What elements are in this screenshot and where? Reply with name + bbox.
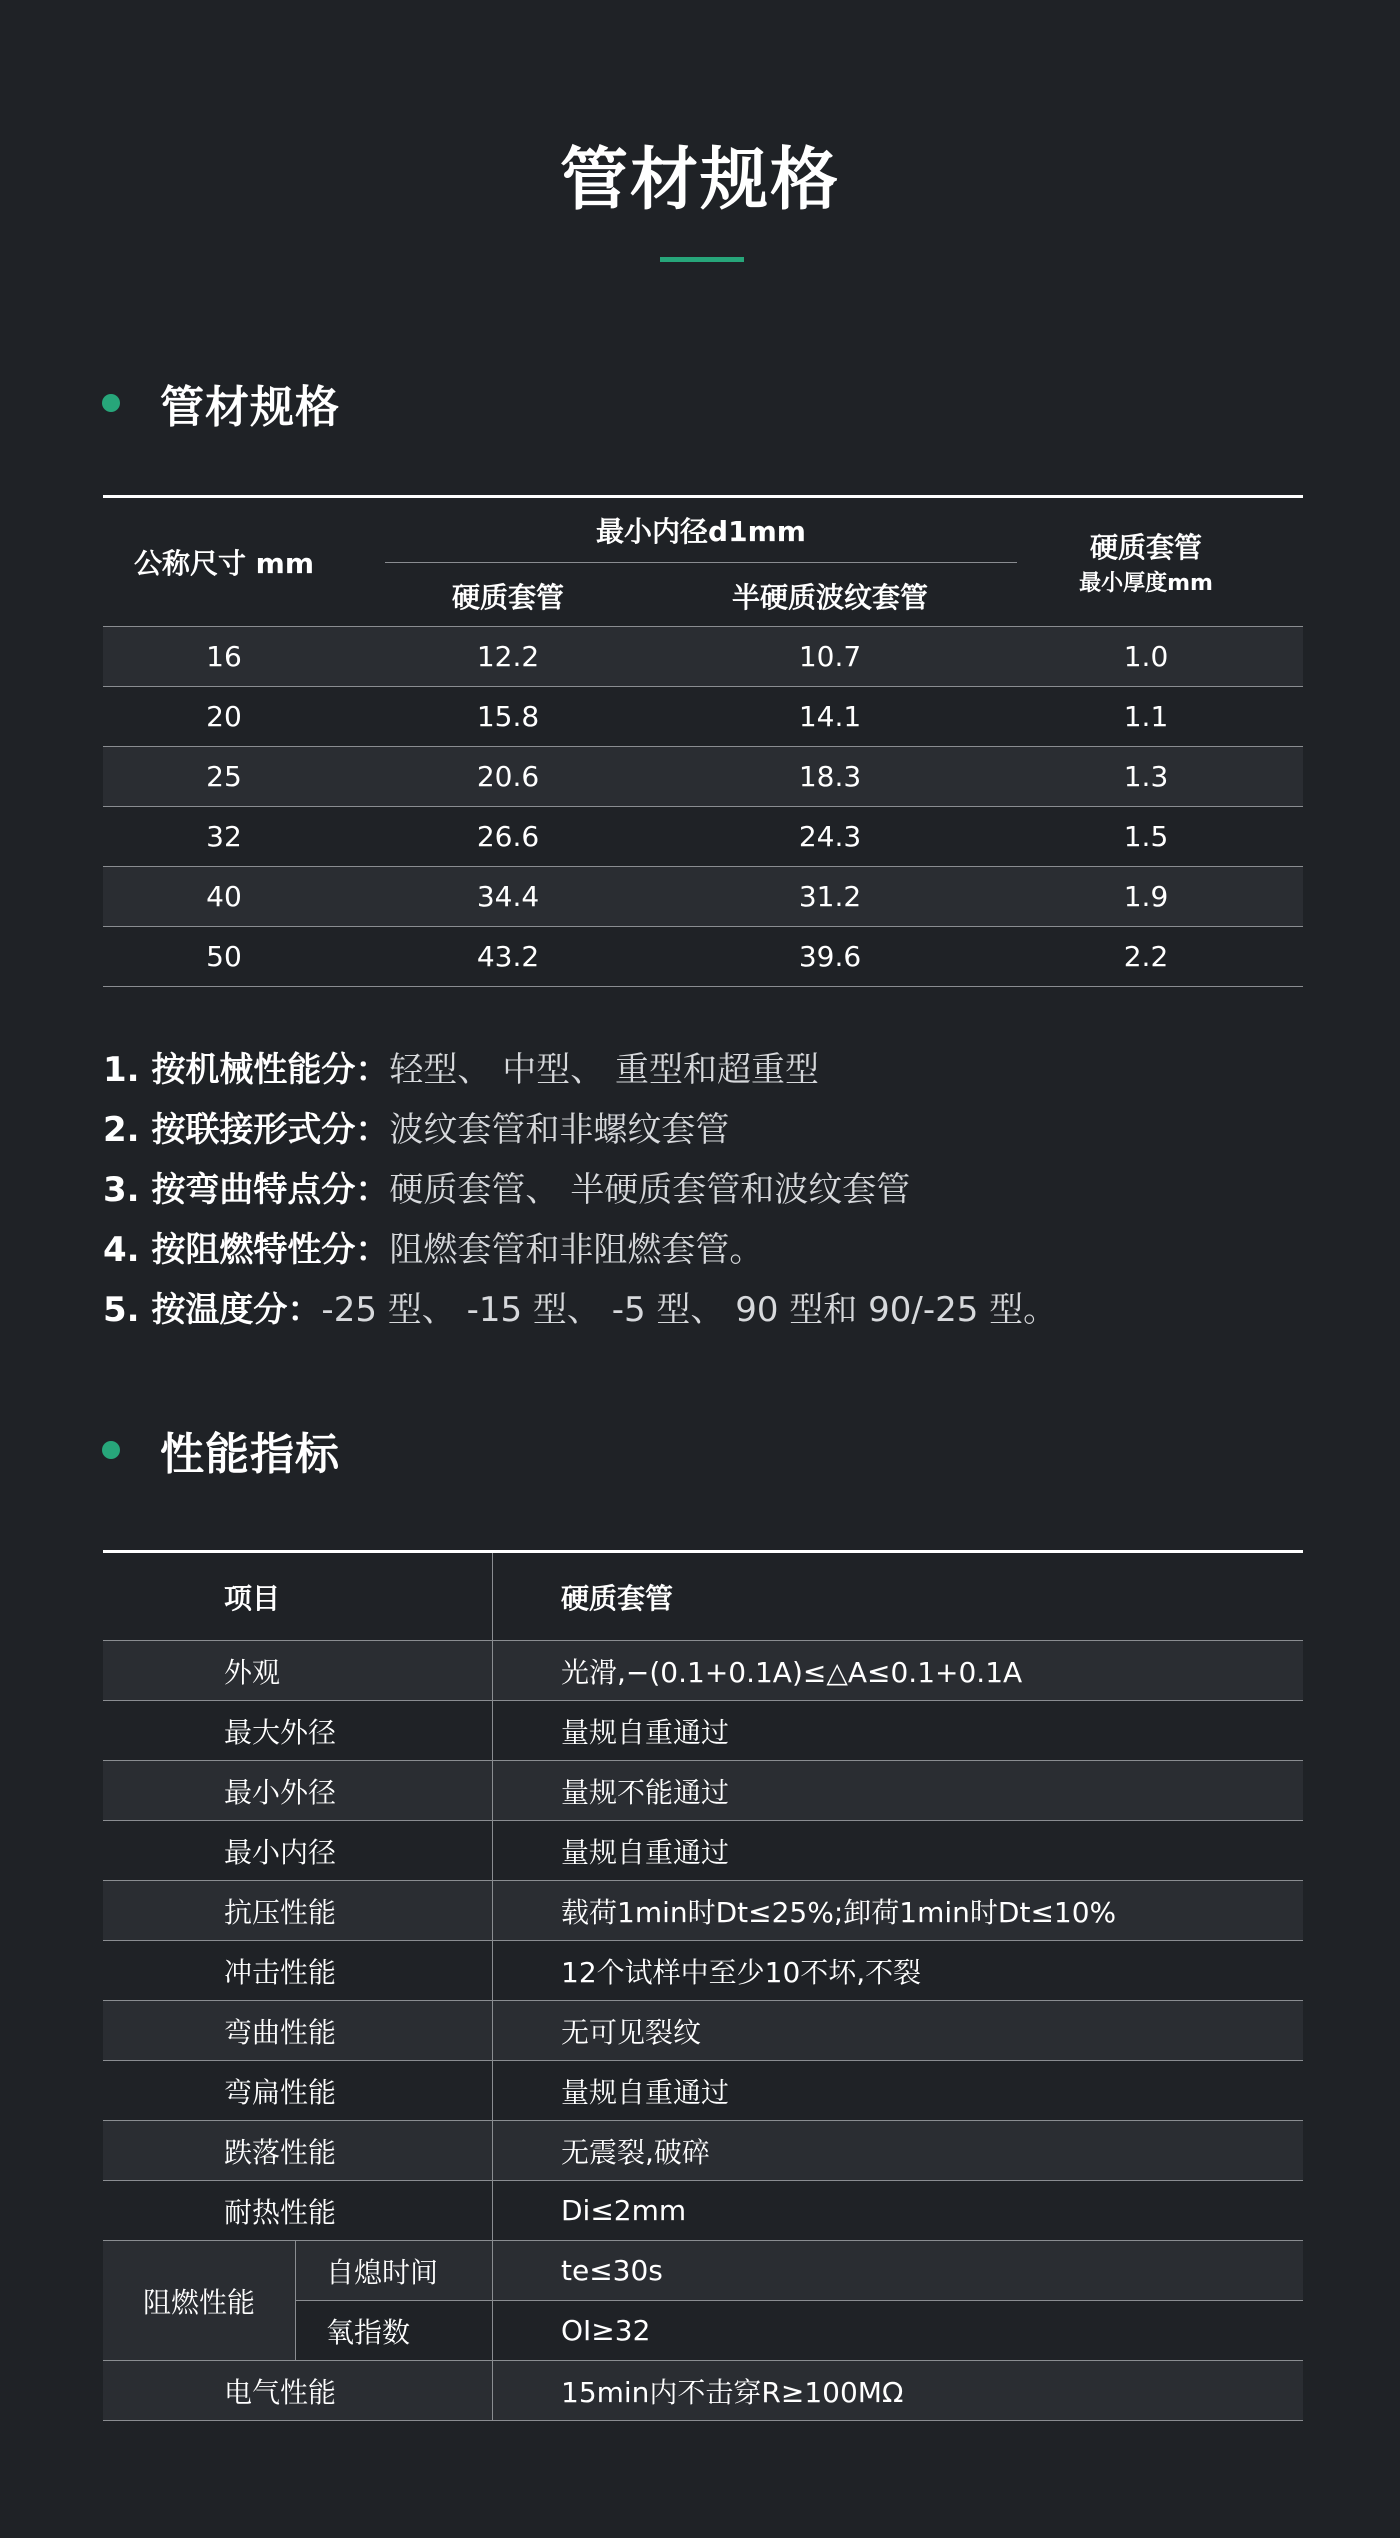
list-item (103, 1160, 1303, 1220)
bullet-dot-icon (102, 1441, 120, 1459)
perf-item-value: 无可见裂纹 (493, 2001, 1304, 2061)
header-nominal-size: 公称尺寸 mm (133, 547, 315, 580)
table-cell: 40 (206, 880, 242, 913)
perf-item-value: 无震裂,破碎 (493, 2121, 1304, 2181)
table-cell: 1.0 (1123, 640, 1169, 673)
perf-item-name: 弯曲性能 (103, 2001, 493, 2061)
header-divider (385, 562, 1017, 563)
section-header-spec (102, 373, 340, 433)
list-item (103, 1280, 1303, 1340)
table-row (103, 627, 1303, 687)
table-cell: 39.6 (798, 940, 862, 973)
list-item-value: 硬质套管、 半硬质套管和波纹套管 (389, 1170, 911, 1210)
perf-item-value: 量规不能通过 (493, 1761, 1304, 1821)
table-cell: 10.7 (798, 640, 862, 673)
table-cell: 20.6 (476, 760, 540, 793)
table-row (103, 2361, 1303, 2421)
table-row (103, 2061, 1303, 2121)
classification-list (103, 1040, 1303, 1340)
table-cell: 32 (206, 820, 242, 853)
perf-subitem-name: 自熄时间 (296, 2241, 493, 2301)
perf-item-name: 耐热性能 (103, 2181, 493, 2241)
list-item-key: 1. 按机械性能分： (103, 1050, 390, 1090)
table-row (103, 867, 1303, 927)
table-cell: 1.3 (1123, 760, 1169, 793)
perf-item-name: 冲击性能 (103, 1941, 493, 2001)
perf-item-value: 12个试样中至少10不坏,不裂 (493, 1941, 1304, 2001)
table-row (103, 1821, 1303, 1881)
perf-item-name: 最小内径 (103, 1821, 493, 1881)
list-item-value: 轻型、 中型、 重型和超重型 (389, 1050, 820, 1090)
list-item (103, 1100, 1303, 1160)
table-cell: 1.1 (1123, 700, 1169, 733)
table-cell: 2.2 (1123, 940, 1169, 973)
header-min-inner-diameter: 最小内径d1mm (596, 515, 806, 548)
perf-item-name: 外观 (103, 1641, 493, 1701)
table-cell: 15.8 (476, 700, 540, 733)
table-row (103, 2241, 1303, 2301)
list-item-key: 3. 按弯曲特点分： (103, 1170, 390, 1210)
perf-item-value: 15min内不击穿R≥100MΩ (493, 2361, 1304, 2421)
header-item: 项目 (103, 1552, 493, 1641)
table-cell: 24.3 (798, 820, 862, 853)
section-title: 管材规格 (160, 382, 340, 433)
table-cell: 16 (206, 640, 242, 673)
table-row (103, 807, 1303, 867)
table-row (103, 2001, 1303, 2061)
list-item-key: 5. 按温度分： (103, 1290, 322, 1330)
table-row (103, 1761, 1303, 1821)
table-cell: 12.2 (476, 640, 540, 673)
table-cell: 50 (206, 940, 242, 973)
header-hard-pipe: 硬质套管 (451, 581, 564, 614)
table-cell: 1.5 (1123, 820, 1169, 853)
title-underline (660, 257, 744, 262)
table-cell: 26.6 (476, 820, 540, 853)
table-row (103, 1881, 1303, 1941)
header-hard-pipe: 硬质套管 (493, 1552, 1304, 1641)
perf-item-value: Di≤2mm (493, 2181, 1304, 2241)
table-cell: 25 (206, 760, 242, 793)
perf-item-name: 最大外径 (103, 1701, 493, 1761)
perf-group-name: 阻燃性能 (103, 2241, 296, 2361)
perf-subitem-name: 氧指数 (296, 2301, 493, 2361)
list-item-value: 波纹套管和非螺纹套管 (389, 1110, 730, 1150)
table-row (103, 747, 1303, 807)
spec-table-header (103, 498, 1303, 627)
performance-table (103, 1550, 1303, 2421)
perf-item-name: 弯扁性能 (103, 2061, 493, 2121)
table-row (103, 1641, 1303, 1701)
table-cell: 43.2 (476, 940, 540, 973)
list-item-value: 阻燃套管和非阻燃套管。 (389, 1230, 764, 1270)
spec-table-body (103, 627, 1303, 987)
perf-item-name: 抗压性能 (103, 1881, 493, 1941)
perf-table-header (103, 1552, 1303, 1641)
bullet-dot-icon (102, 394, 120, 412)
perf-item-value: 量规自重通过 (493, 1701, 1304, 1761)
table-cell: 14.1 (798, 700, 862, 733)
list-item-value: -25 型、 -15 型、 -5 型、 90 型和 90/-25 型。 (321, 1290, 1058, 1330)
perf-item-name: 电气性能 (103, 2361, 493, 2421)
list-item-key: 2. 按联接形式分： (103, 1110, 390, 1150)
perf-item-name: 最小外径 (103, 1761, 493, 1821)
table-row (103, 2181, 1303, 2241)
table-cell: 1.9 (1123, 880, 1169, 913)
table-cell: 31.2 (798, 880, 862, 913)
table-row (103, 687, 1303, 747)
table-row (103, 1701, 1303, 1761)
table-cell: 20 (206, 700, 242, 733)
perf-item-value: 量规自重通过 (493, 1821, 1304, 1881)
header-semi-hard-pipe: 半硬质波纹套管 (731, 581, 928, 614)
perf-item-value: te≤30s (493, 2241, 1304, 2301)
perf-item-value: 量规自重通过 (493, 2061, 1304, 2121)
perf-item-value: 载荷1min时Dt≤25%;卸荷1min时Dt≤10% (493, 1881, 1304, 1941)
header-min-thickness: 最小厚度mm (1079, 571, 1213, 596)
page-title: 管材规格 (559, 141, 840, 220)
section-title: 性能指标 (160, 1429, 340, 1480)
table-row (103, 2121, 1303, 2181)
header-hard-thickness: 硬质套管 (1089, 531, 1202, 564)
list-item-key: 4. 按阻燃特性分： (103, 1230, 390, 1270)
table-cell: 18.3 (798, 760, 862, 793)
list-item (103, 1220, 1303, 1280)
perf-item-value: OI≥32 (493, 2301, 1304, 2361)
table-row (103, 927, 1303, 987)
table-cell: 34.4 (476, 880, 540, 913)
table-row (103, 1941, 1303, 2001)
spec-table (103, 495, 1303, 987)
section-header-perf (102, 1420, 340, 1480)
perf-item-name: 跌落性能 (103, 2121, 493, 2181)
perf-item-value: 光滑,−(0.1+0.1A)≤△A≤0.1+0.1A (493, 1641, 1304, 1701)
list-item (103, 1040, 1303, 1100)
